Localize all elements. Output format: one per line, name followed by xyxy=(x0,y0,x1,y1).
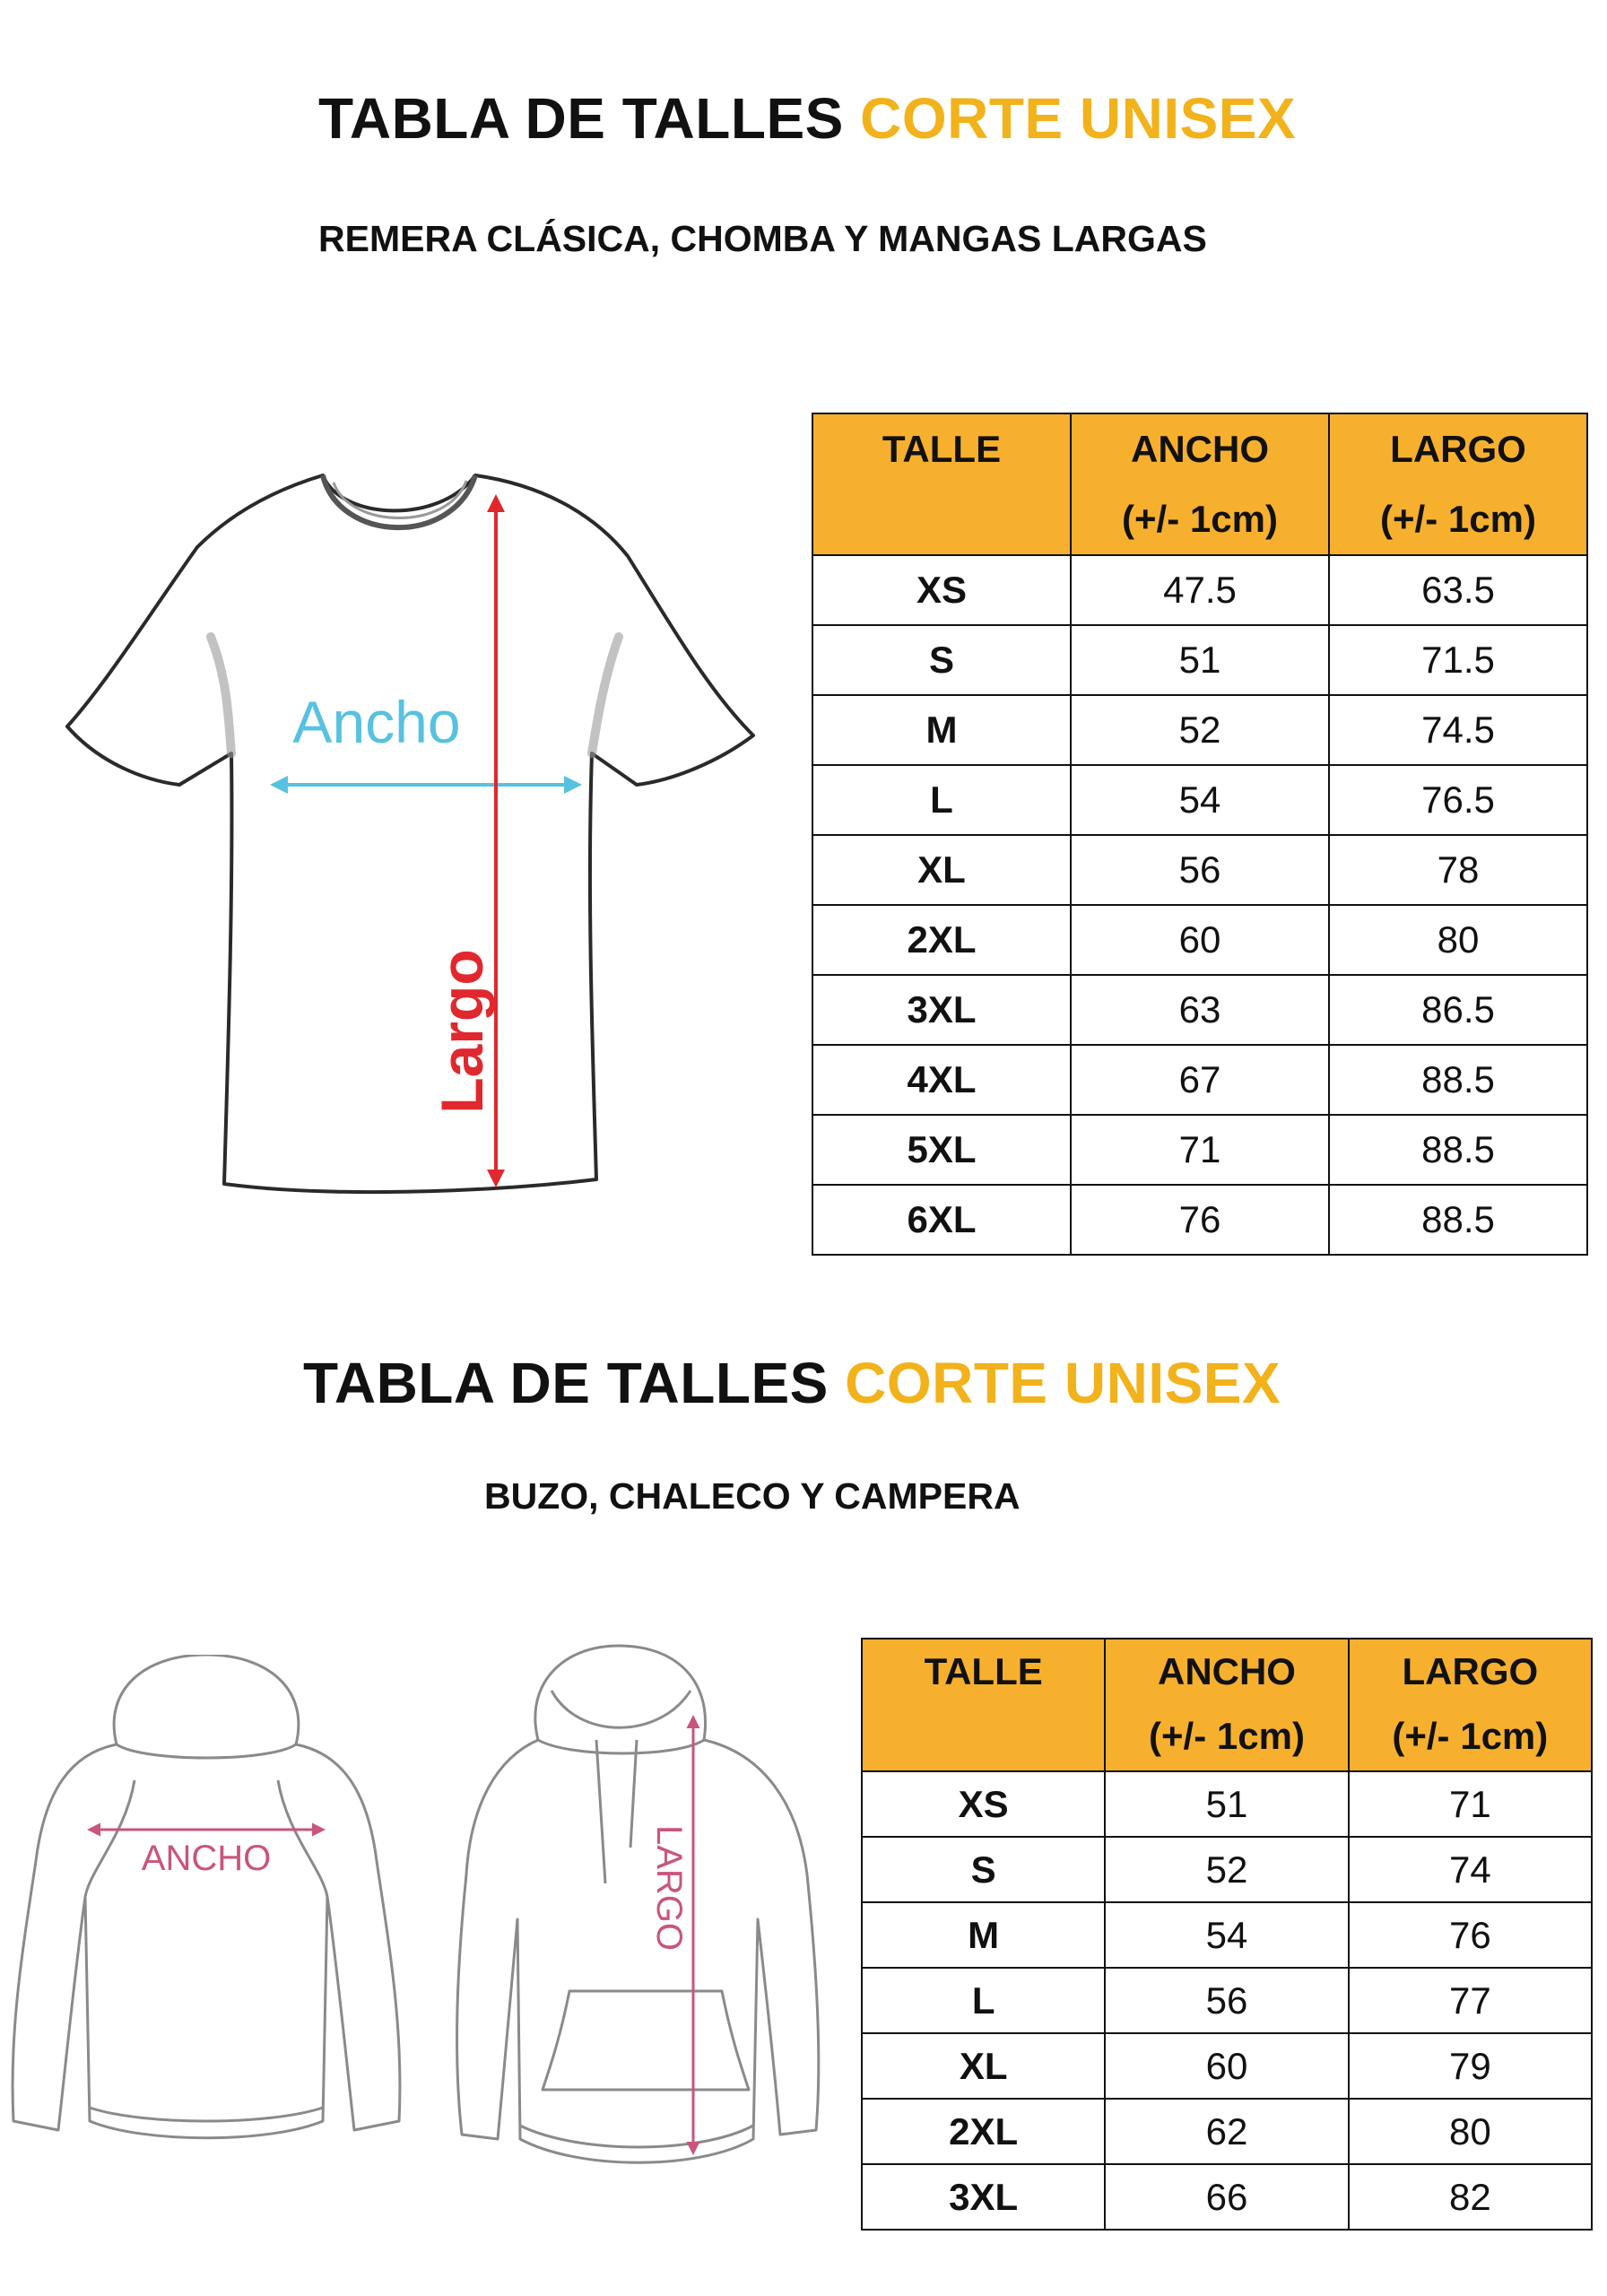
section1-title-accent: CORTE UNISEX xyxy=(860,86,1297,151)
table-header-row xyxy=(812,413,1587,555)
ancho-cell: 52 xyxy=(1071,695,1329,765)
size-cell: S xyxy=(812,625,1071,695)
size-cell: M xyxy=(862,1902,1105,1968)
size-cell: 2XL xyxy=(812,905,1071,975)
table-row xyxy=(812,555,1587,625)
largo-cell: 88.5 xyxy=(1329,1115,1587,1185)
column-header-largo: LARGO (+/- 1cm) xyxy=(1349,1639,1592,1771)
largo-cell: 86.5 xyxy=(1329,975,1587,1045)
size-cell: 6XL xyxy=(812,1185,1071,1255)
largo-cell: 78 xyxy=(1329,835,1587,905)
table-row xyxy=(812,695,1587,765)
section1-title xyxy=(318,85,1296,152)
largo-cell: 88.5 xyxy=(1329,1045,1587,1115)
table-row xyxy=(812,975,1587,1045)
ancho-cell: 66 xyxy=(1105,2164,1348,2230)
ancho-cell: 60 xyxy=(1071,905,1329,975)
ancho-cell: 56 xyxy=(1105,1968,1348,2033)
ancho-cell: 47.5 xyxy=(1071,555,1329,625)
largo-label: Largo xyxy=(429,949,495,1114)
size-cell: 3XL xyxy=(862,2164,1105,2230)
ancho-cell: 56 xyxy=(1071,835,1329,905)
size-cell: 5XL xyxy=(812,1115,1071,1185)
column-header-talle: TALLE xyxy=(862,1639,1105,1771)
largo-cell: 71 xyxy=(1349,1771,1592,1837)
size-cell: 2XL xyxy=(862,2099,1105,2164)
largo-cell: 74.5 xyxy=(1329,695,1587,765)
size-cell: M xyxy=(812,695,1071,765)
tshirt-icon xyxy=(54,457,771,1211)
hoodie-ancho-label: ANCHO xyxy=(141,1839,272,1878)
table-row xyxy=(812,765,1587,835)
largo-cell: 74 xyxy=(1349,1837,1592,1902)
hoodie-largo-label: LARGO xyxy=(649,1824,689,1952)
table-row xyxy=(862,1771,1592,1837)
table-row xyxy=(862,1902,1592,1968)
section2-title xyxy=(303,1350,1281,1416)
section2-title-accent: CORTE UNISEX xyxy=(845,1351,1281,1415)
ancho-cell: 62 xyxy=(1105,2099,1348,2164)
ancho-cell: 76 xyxy=(1071,1185,1329,1255)
table-row xyxy=(862,2164,1592,2230)
size-cell: XL xyxy=(812,835,1071,905)
size-cell: XS xyxy=(812,555,1071,625)
section2-subtitle: BUZO, CHALECO Y CAMPERA xyxy=(484,1475,1021,1517)
size-cell: L xyxy=(812,765,1071,835)
table-row xyxy=(812,835,1587,905)
largo-cell: 71.5 xyxy=(1329,625,1587,695)
size-cell: XL xyxy=(862,2033,1105,2099)
ancho-cell: 52 xyxy=(1105,1837,1348,1902)
table-row xyxy=(812,1045,1587,1115)
section2-title-main: TABLA DE TALLES xyxy=(303,1351,846,1415)
size-table-tshirt xyxy=(812,413,1588,1256)
table-row xyxy=(862,1837,1592,1902)
hoodie-back-icon xyxy=(0,1655,413,2184)
largo-cell: 88.5 xyxy=(1329,1185,1587,1255)
largo-cell: 77 xyxy=(1349,1968,1592,2033)
largo-cell: 76.5 xyxy=(1329,765,1587,835)
column-header-ancho: ANCHO (+/- 1cm) xyxy=(1105,1639,1348,1771)
ancho-label: Ancho xyxy=(292,689,461,755)
table-header-row xyxy=(862,1639,1592,1771)
table-row xyxy=(812,905,1587,975)
largo-cell: 79 xyxy=(1349,2033,1592,2099)
largo-cell: 80 xyxy=(1349,2099,1592,2164)
table-row xyxy=(862,1968,1592,2033)
table-row xyxy=(862,2033,1592,2099)
largo-cell: 76 xyxy=(1349,1902,1592,1968)
size-cell: XS xyxy=(862,1771,1105,1837)
size-table-hoodie xyxy=(861,1638,1593,2231)
ancho-cell: 60 xyxy=(1105,2033,1348,2099)
hoodie-icon xyxy=(453,1641,830,2188)
size-cell: L xyxy=(862,1968,1105,2033)
ancho-cell: 51 xyxy=(1071,625,1329,695)
table-row xyxy=(862,2099,1592,2164)
section1-title-main: TABLA DE TALLES xyxy=(318,86,861,151)
size-cell: 3XL xyxy=(812,975,1071,1045)
largo-cell: 82 xyxy=(1349,2164,1592,2230)
column-header-largo: LARGO (+/- 1cm) xyxy=(1329,413,1587,555)
table-row xyxy=(812,625,1587,695)
ancho-cell: 54 xyxy=(1071,765,1329,835)
column-header-ancho: ANCHO (+/- 1cm) xyxy=(1071,413,1329,555)
largo-cell: 80 xyxy=(1329,905,1587,975)
section1-subtitle: REMERA CLÁSICA, CHOMBA Y MANGAS LARGAS xyxy=(318,218,1207,259)
ancho-cell: 71 xyxy=(1071,1115,1329,1185)
size-cell: 4XL xyxy=(812,1045,1071,1115)
size-cell: S xyxy=(862,1837,1105,1902)
largo-cell: 63.5 xyxy=(1329,555,1587,625)
table-row xyxy=(812,1115,1587,1185)
ancho-cell: 63 xyxy=(1071,975,1329,1045)
ancho-cell: 54 xyxy=(1105,1902,1348,1968)
column-header-talle: TALLE xyxy=(812,413,1071,555)
ancho-cell: 51 xyxy=(1105,1771,1348,1837)
ancho-cell: 67 xyxy=(1071,1045,1329,1115)
table-row xyxy=(812,1185,1587,1255)
